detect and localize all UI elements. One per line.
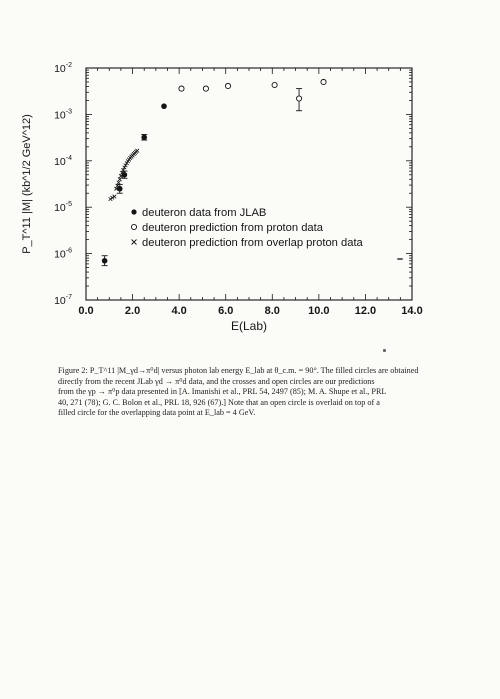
caption-line-3: from the γp → π⁰p data presented in [A. Imanishi et al., PRL 54, 2497 (85); M. A. Shupe et al., PRL bbox=[58, 387, 387, 397]
scan-speck bbox=[397, 258, 403, 260]
caption-line-2: directly from the recent JLab γd → π⁰d data, and the crosses and open circles are our predictions bbox=[58, 376, 375, 386]
data-point-proton-prediction bbox=[272, 82, 277, 87]
caption-line-4: 40, 271 (78); G. C. Bolon et al., PRL 18, 926 (67).] Note that an open circle is overlaid on top of a bbox=[58, 397, 380, 407]
y-tick-base: 10 bbox=[54, 155, 66, 168]
x-tick-label: 6.0 bbox=[218, 305, 234, 317]
y-tick-base: 10 bbox=[54, 295, 66, 307]
y-tick-exponent: -2 bbox=[65, 62, 72, 69]
x-tick-label: 2.0 bbox=[124, 305, 141, 317]
figure-caption bbox=[58, 366, 450, 419]
x-axis-label: E(Lab) bbox=[230, 319, 268, 333]
legend-marker-open-circle bbox=[131, 224, 136, 229]
y-tick-label bbox=[54, 201, 72, 214]
x-tick-label: 4.0 bbox=[171, 305, 187, 317]
data-point-jlab bbox=[102, 258, 108, 264]
y-tick-label bbox=[54, 108, 72, 121]
y-tick-label bbox=[54, 248, 72, 261]
data-point-jlab bbox=[161, 103, 167, 109]
caption-line-5: filled circle for the overlapping data point at E_lab = 4 GeV. bbox=[58, 408, 256, 418]
x-tick-label: 8.0 bbox=[264, 305, 280, 317]
data-point-proton-prediction bbox=[179, 86, 184, 91]
x-tick-label: 12.0 bbox=[354, 305, 377, 317]
plot-layer bbox=[21, 62, 423, 333]
legend-entry-label: deuteron prediction from overlap proton data bbox=[142, 237, 363, 249]
x-tick-label: 10.0 bbox=[308, 305, 330, 317]
y-tick-exponent: -6 bbox=[65, 247, 72, 255]
x-tick-label: 0.0 bbox=[78, 305, 94, 317]
data-point-proton-prediction bbox=[321, 79, 326, 84]
y-tick-base: 10 bbox=[54, 109, 66, 122]
data-point-overlap-prediction bbox=[135, 149, 139, 153]
y-tick-exponent: -3 bbox=[65, 108, 72, 116]
y-tick-exponent: -4 bbox=[65, 154, 72, 162]
data-point-jlab bbox=[141, 135, 147, 141]
data-point-overlap-prediction bbox=[118, 177, 122, 181]
y-axis-label: P_T^11 |M| (kb^1/2 GeV^12) bbox=[21, 114, 33, 254]
scan-speck bbox=[383, 349, 386, 352]
y-tick-base: 10 bbox=[54, 248, 66, 261]
x-tick-label: 14.0 bbox=[401, 305, 423, 317]
legend-marker-filled-circle bbox=[131, 209, 136, 214]
data-point-proton-prediction bbox=[203, 86, 208, 91]
data-point-proton-prediction bbox=[225, 83, 230, 88]
y-tick-label bbox=[54, 62, 72, 75]
legend-entry-label: deuteron data from JLAB bbox=[142, 207, 267, 219]
y-tick-base: 10 bbox=[54, 202, 66, 215]
plot-frame bbox=[86, 68, 412, 300]
legend-entry-label: deuteron prediction from proton data bbox=[142, 222, 323, 234]
y-tick-label bbox=[54, 294, 72, 307]
data-point-overlap-prediction bbox=[117, 181, 121, 185]
y-tick-exponent: -5 bbox=[65, 201, 72, 209]
y-tick-base: 10 bbox=[54, 63, 66, 75]
data-point-proton-prediction bbox=[296, 96, 301, 101]
caption-line-1: Figure 2: P_T^11 |M_γd→π⁰d| versus photon lab energy E_lab at θ_c.m. = 90°. The filled circles are obtained bbox=[58, 366, 419, 375]
y-tick-label bbox=[54, 155, 72, 168]
legend-marker-cross bbox=[132, 240, 137, 245]
y-tick-exponent: -7 bbox=[65, 294, 72, 301]
